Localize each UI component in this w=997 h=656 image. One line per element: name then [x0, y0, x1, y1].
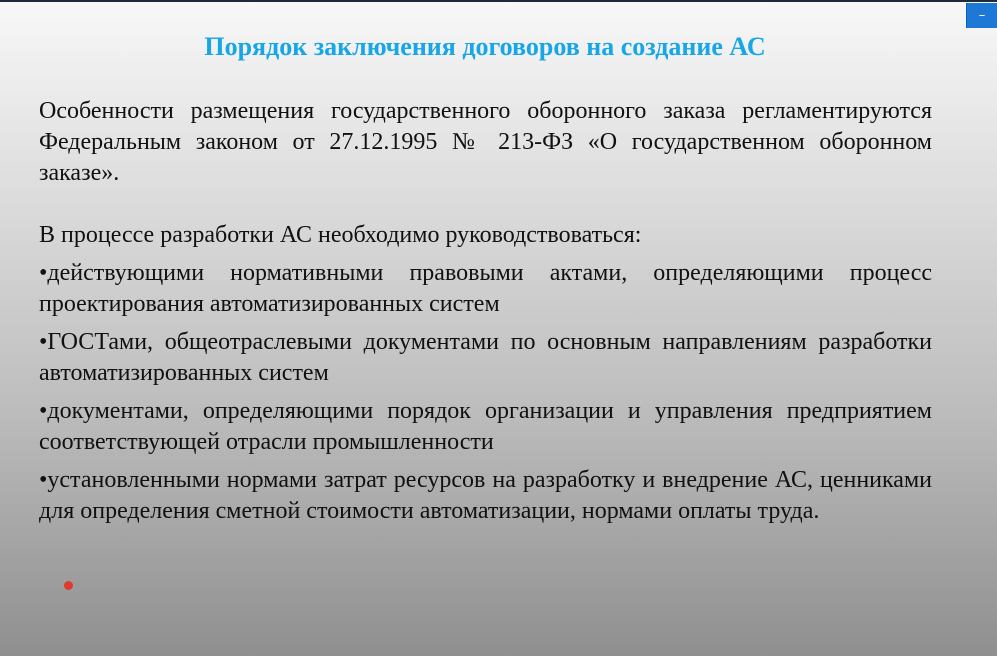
bullet-item-gost: •ГОСТами, общеотраслевыми документами по основным направлениям разработки автоматизированных систем [39, 329, 932, 386]
bullet-item-legal-acts: •действующими нормативными правовыми актами, определяющими процесс проектирования автоматизированных систем [39, 260, 932, 317]
bullet-item-cost-norms: •установленными нормами затрат ресурсов на разработку и внедрение АС, ценниками для определения сметной стоимости автоматизации, нормами оплаты труда. [39, 467, 932, 524]
slide-content [39, 96, 932, 534]
window-top-border [0, 0, 997, 2]
pointer-dot [64, 581, 73, 590]
bullet-item-industry-docs: •документами, определяющими порядок организации и управления предприятием соответствующей отрасли промышленности [39, 398, 932, 455]
minimize-button[interactable]: – [966, 3, 997, 28]
intro-paragraph: Особенности размещения государственного оборонного заказа регламентируются Федеральным законом от 27.12.1995 № 213-ФЗ «О государственном оборонном заказе». [39, 98, 932, 186]
lead-paragraph: В процессе разработки АС необходимо руководствоваться: [39, 222, 642, 248]
slide-title: Порядок заключения договоров на создание АС [204, 32, 766, 61]
